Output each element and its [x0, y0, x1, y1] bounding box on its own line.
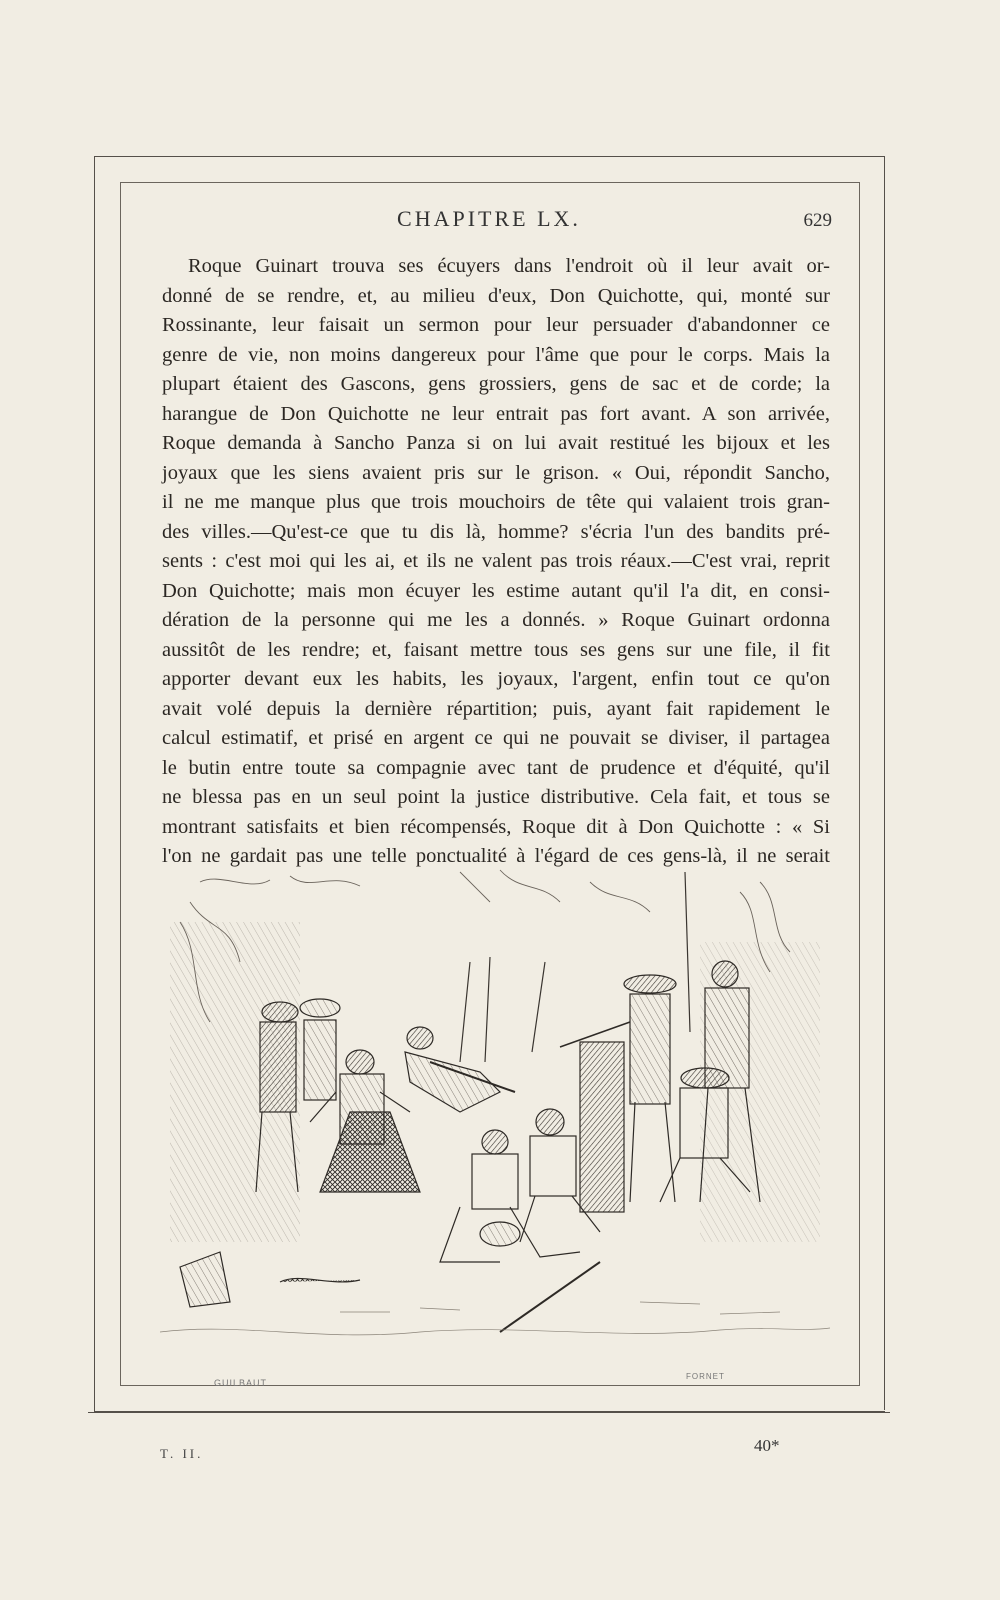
text-line: montrant satisfaits et bien récompensés, Roque dit à Don Quichotte : « Si	[162, 815, 830, 838]
footer-rule	[88, 1412, 890, 1413]
text-line: Roque demanda à Sancho Panza si on lui avait restitué les bijoux et les	[162, 432, 830, 454]
text-line: Rossinante, leur faisait un sermon pour leur persuader d'abandonner ce	[162, 314, 830, 336]
text-line: plupart étaient des Gascons, gens grossiers, gens de sac et de corde; la	[162, 373, 830, 395]
text-line: avait volé depuis la dernière répartition; puis, ayant fait rapidement le	[162, 697, 830, 720]
text-line: apporter devant eux les habits, les joyaux, l'argent, enfin tout ce qu'on	[162, 668, 830, 690]
engraving-drawing	[160, 862, 830, 1372]
text-line: sents : c'est moi qui les ai, et ils ne valent pas trois réaux.—C'est vrai, reprit	[162, 550, 830, 572]
text-line: donné de se rendre, et, au milieu d'eux, Don Quichotte, qui, monté sur	[162, 284, 830, 307]
text-line: harangue de Don Quichotte ne leur entrait pas fort avant. A son arrivée,	[162, 402, 830, 425]
signature-mark: 40*	[754, 1436, 780, 1455]
engraver-signature-left: GUILBAUT	[214, 1378, 268, 1388]
engraving-illustration	[160, 862, 830, 1372]
text-line: joyaux que les siens avaient pris sur le grison. « Oui, répondit Sancho,	[162, 461, 830, 484]
chapter-title: CHAPITRE LX.	[397, 206, 581, 231]
text-line: aussitôt de les rendre; et, faisant mettre tous ses gens sur une file, il fit	[162, 638, 830, 661]
text-line: calcul estimatif, et prisé en argent ce qui ne pouvait se diviser, il partagea	[162, 727, 830, 749]
text-line: Don Quichotte; mais mon écuyer les estime autant qu'il l'a dit, en consi-	[162, 579, 830, 602]
text-line: genre de vie, non moins dangereux pour l'âme que pour le corps. Mais la	[162, 343, 830, 366]
text-line: Roque Guinart trouva ses écuyers dans l'endroit où il leur avait or-	[188, 255, 830, 277]
engraver-signature-right: FORNET	[686, 1372, 725, 1381]
body-text	[162, 252, 830, 872]
text-line: le butin entre toute sa compagnie avec tant de prudence et d'équité, qu'il	[162, 756, 830, 779]
running-head	[120, 206, 858, 246]
outer-border-right	[884, 156, 885, 1410]
text-line: des villes.—Qu'est-ce que tu dis là, homme? s'écria l'un des bandits pré-	[162, 520, 830, 543]
page-number: 629	[803, 210, 832, 231]
volume-mark: T. II.	[160, 1446, 204, 1461]
text-line: ne blessa pas en un seul point la justice distributive. Cela fait, et tous se	[162, 786, 830, 808]
text-line: dération de la personne qui me les a donnés. » Roque Guinart ordonna	[162, 609, 830, 631]
text-line: l'on ne gardait pas une telle ponctualité à l'égard de ces gens-là, il ne serait	[162, 845, 830, 867]
text-line: il ne me manque plus que trois mouchoirs de tête qui valaient trois gran-	[162, 491, 830, 513]
